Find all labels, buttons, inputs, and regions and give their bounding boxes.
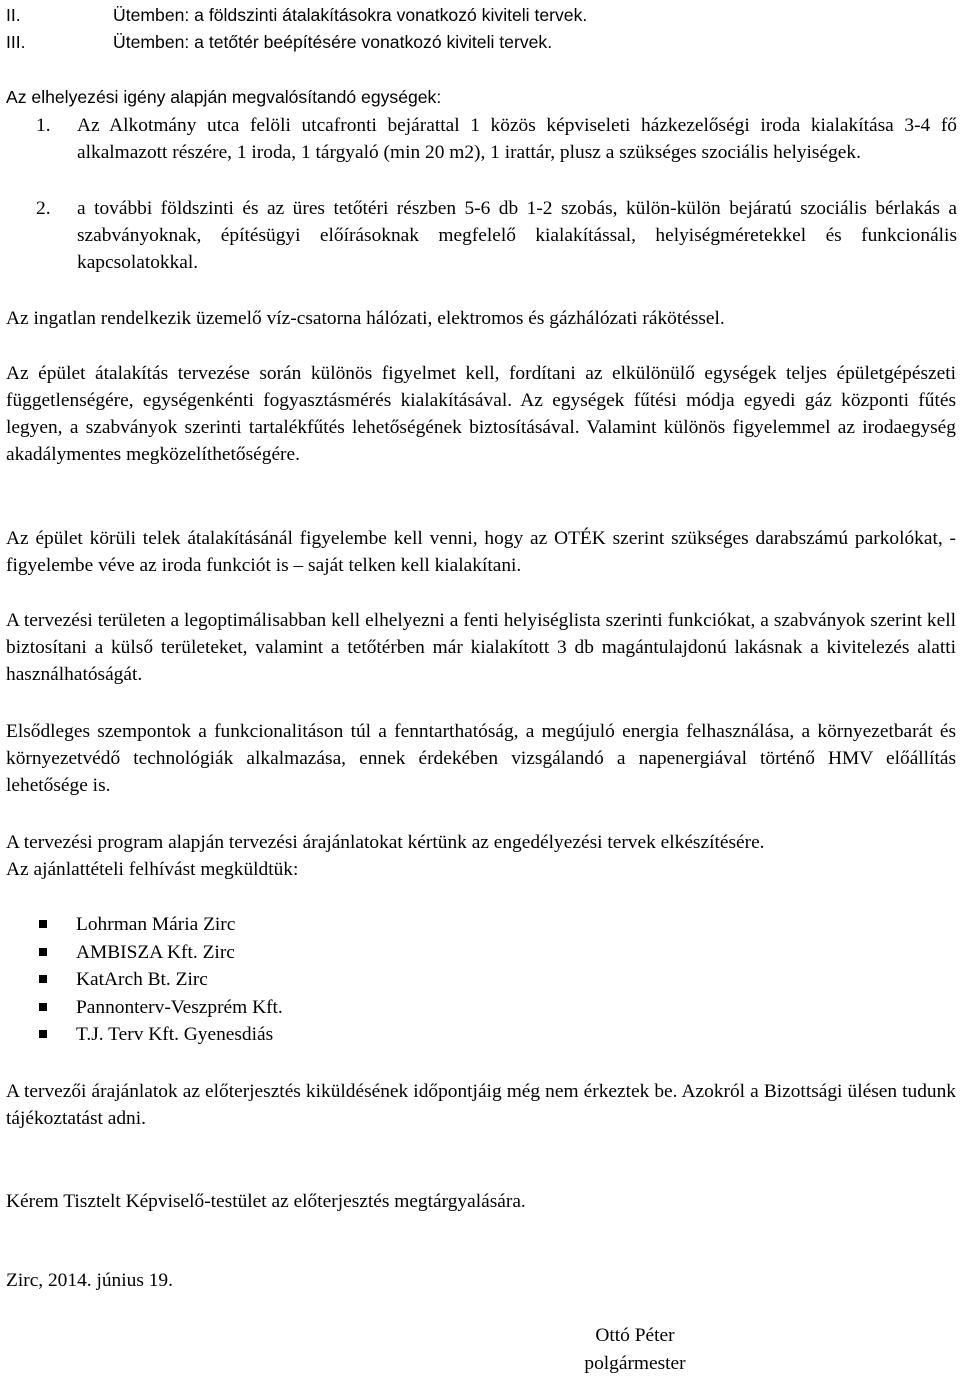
recipient-list — [36, 911, 283, 1049]
square-bullet-icon — [39, 920, 47, 928]
parking-paragraph: Az épület körüli telek átalakításánál figyelembe kell venni, hogy az OTÉK szerint szükséges darabszámú parkolókat, - figyelembe véve az iroda funkciót is – saját telken kell kialakítani. — [6, 528, 956, 576]
square-bullet-icon — [39, 948, 47, 956]
stage-row — [0, 2, 960, 29]
recipient-name: Lohrman Mária Zirc — [76, 914, 236, 935]
list-item — [36, 994, 283, 1022]
closing-request: Kérem Tisztelt Képviselő-testület az előterjesztés megtárgyalására. — [6, 1191, 526, 1212]
stage-text: Ütemben: a tetőtér beépítésére vonatkozó kiviteli tervek. — [113, 32, 553, 52]
square-bullet-icon — [39, 1003, 47, 1011]
list-item — [36, 966, 283, 994]
units-heading: Az elhelyezési igény alapján megvalósítandó egységek: — [6, 87, 442, 107]
list-item — [36, 1021, 283, 1049]
invitation-sent-line: Az ajánlattételi felhívást megküldtük: — [6, 859, 299, 880]
square-bullet-icon — [39, 1030, 47, 1038]
list-item — [36, 939, 283, 967]
place-date: Zirc, 2014. június 19. — [6, 1270, 173, 1291]
unit-text: a további földszinti és az üres tetőtéri részben 5-6 db 1-2 szobás, külön-külön bejáratú szociális bérlakás a szabványoknak, építésügyi előírásoknak megfelelő kialakítással, helyiségméretekkel és funkcionális kapcsolatokkal. — [77, 198, 957, 273]
recipient-name: T.J. Terv Kft. Gyenesdiás — [76, 1024, 274, 1046]
sustainability-paragraph: Elsődleges szempontok a funkcionalitáson túl a fenntarthatóság, a megújuló energia felhasználása, a környezetbarát és környezetvédő technológiák alkalmazása, ennek érdekében vizsgálandó a napenergiával történő HMV előállítás lehetősége is. — [6, 721, 956, 796]
unit-text: Az Alkotmány utca felöli utcafronti bejárattal 1 közös képviseleti házkezelőségi iroda kialakítása 3-4 fő alkalmazott részére, 1 iroda, 1 tárgyaló (min 20 m2), 1 irattár, plusz a szükséges szociális helyiségek. — [77, 115, 957, 163]
stage-number: II. — [6, 5, 21, 25]
planning-area-paragraph: A tervezési területen a legoptimálisabban kell elhelyezni a fenti helyiséglista szerinti funkciókat, a szabványok szerint kell biztosítani a külső területeket, valamint a tetőtérben már kialakított 3 db magántulajdonú lakásnak a kivitelezés alatti használhatóságát. — [6, 610, 956, 685]
stage-row — [0, 29, 960, 56]
recipient-name: KatArch Bt. Zirc — [76, 969, 208, 991]
building-systems-paragraph: Az épület átalakítás tervezése során különös figyelmet kell, fordítani az elkülönülő egységek teljes épületgépészeti függetlenségére, egységenkénti fogyasztásmérés kialakításával. Az egységek fűtési módja egyedi gáz központi fűtés legyen, a szabványok szerinti tartalékfűtés lehetőségének biztosításával. Valamint különös figyelemmel az irodaegység akadálymentes megközelíthetőségére. — [6, 363, 956, 465]
utilities-paragraph: Az ingatlan rendelkezik üzemelő víz-csatorna hálózati, elektromos és gázhálózati rákötéssel. — [6, 308, 725, 329]
quotes-status-paragraph: A tervezői árajánlatok az előterjesztés kiküldésének időpontjáig még nem érkeztek be. Azokról a Bizottsági ülésen tudunk tájékoztatást adni. — [6, 1081, 956, 1129]
square-bullet-icon — [39, 975, 47, 983]
quotes-requested-line: A tervezési program alapján tervezési árajánlatokat kértünk az engedélyezési tervek elkészítésére. — [6, 832, 765, 853]
list-item — [36, 911, 283, 939]
stage-number: III. — [6, 32, 26, 52]
stage-text: Ütemben: a földszinti átalakításokra vonatkozó kiviteli tervek. — [113, 5, 588, 25]
recipient-name: AMBISZA Kft. Zirc — [76, 941, 235, 963]
recipient-name: Pannonterv-Veszprém Kft. — [76, 996, 283, 1018]
signature-title: polgármester — [584, 1353, 686, 1374]
unit-number: 2. — [36, 198, 51, 219]
unit-number: 1. — [36, 115, 51, 136]
stage-list — [0, 2, 960, 56]
signature-name: Ottó Péter — [595, 1325, 675, 1346]
